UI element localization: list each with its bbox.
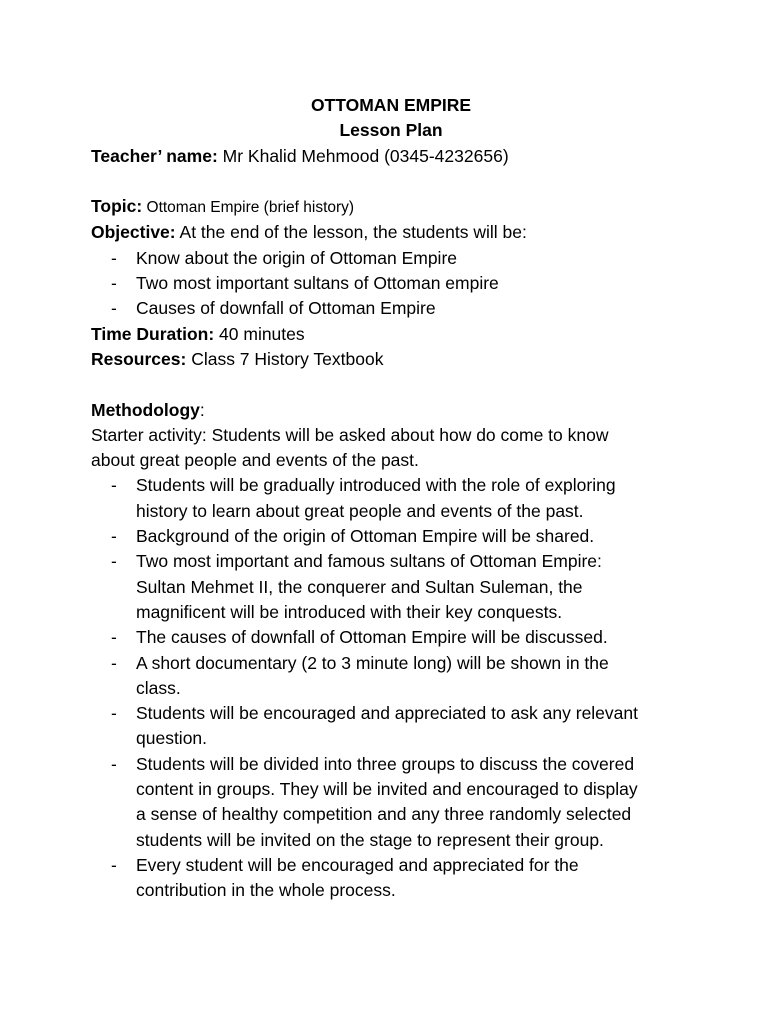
list-item-line: A short documentary (2 to 3 minute long) will be shown in the (136, 652, 609, 673)
objective-item: Know about the origin of Ottoman Empire (136, 247, 458, 268)
dash-bullet: - (111, 854, 117, 875)
starter-line-2: about great people and events of the past. (91, 450, 419, 471)
objective-item: Two most important sultans of Ottoman empire (136, 273, 499, 294)
dash-bullet: - (111, 298, 117, 319)
list-item (91, 752, 691, 853)
list-item (91, 296, 691, 321)
dash-bullet: - (111, 652, 117, 673)
dash-bullet: - (111, 551, 117, 572)
methodology-colon: : (199, 399, 205, 420)
list-item-line: contribution in the whole process. (136, 880, 396, 901)
list-item-line: class. (136, 677, 181, 698)
time-value: 40 minutes (214, 323, 305, 344)
topic-line (91, 194, 691, 220)
list-item (91, 701, 691, 752)
list-item-line: Sultan Mehmet II, the conquerer and Sultan Suleman, the (136, 576, 583, 597)
blank-line (91, 169, 691, 194)
dash-bullet: - (111, 703, 117, 724)
time-line (91, 322, 691, 347)
objective-value: At the end of the lesson, the students will be: (175, 222, 527, 243)
list-item-line: history to learn about great people and events of the past. (136, 500, 584, 521)
list-item (91, 524, 691, 549)
dash-bullet: - (111, 247, 117, 268)
objective-line (91, 220, 691, 245)
objectives-list (91, 246, 691, 322)
list-item (91, 246, 691, 271)
objective-label: Objective: (91, 222, 176, 243)
methodology-heading (91, 398, 691, 423)
list-item-line: Every student will be encouraged and appreciated for the (136, 854, 579, 875)
resources-value: Class 7 History Textbook (186, 348, 384, 369)
list-item-line: Background of the origin of Ottoman Empire will be shared. (136, 526, 595, 547)
list-item-line: content in groups. They will be invited and encouraged to display (136, 779, 638, 800)
methodology-label: Methodology (91, 399, 200, 420)
teacher-label: Teacher’ name: (91, 145, 218, 166)
list-item-line: The causes of downfall of Ottoman Empire will be discussed. (136, 627, 608, 648)
starter-line-1: Starter activity: Students will be asked about how do come to know (91, 424, 609, 445)
document-title: OTTOMAN EMPIRE (310, 95, 472, 115)
teacher-value: Mr Khalid Mehmood (0345-4232656) (217, 145, 509, 166)
document-page (91, 93, 691, 904)
blank-line (91, 372, 691, 397)
list-item-line: Students will be divided into three groups to discuss the covered (136, 753, 635, 774)
dash-bullet: - (111, 475, 117, 496)
list-item (91, 549, 691, 625)
topic-label: Topic: (91, 196, 143, 217)
list-item-line: students will be invited on the stage to represent their group. (136, 829, 604, 850)
resources-label: Resources: (91, 348, 187, 369)
topic-value: Ottoman Empire (brief history) (142, 199, 355, 217)
list-item-line: magnificent will be introduced with their key conquests. (136, 601, 563, 622)
resources-line (91, 347, 691, 372)
dash-bullet: - (111, 526, 117, 547)
time-label: Time Duration: (91, 323, 215, 344)
list-item-line: Students will be gradually introduced with the role of exploring (136, 475, 616, 496)
list-item (91, 625, 691, 650)
list-item-line: a sense of healthy competition and any three randomly selected (136, 804, 632, 825)
list-item (91, 271, 691, 296)
dash-bullet: - (111, 627, 117, 648)
list-item-line: Students will be encouraged and appreciated to ask any relevant (136, 703, 638, 724)
dash-bullet: - (111, 753, 117, 774)
list-item-line: question. (136, 728, 208, 749)
objective-item: Causes of downfall of Ottoman Empire (136, 298, 436, 319)
list-item (91, 473, 691, 524)
teacher-line (91, 144, 691, 169)
list-item-line: Two most important and famous sultans of Ottoman Empire: (136, 551, 602, 572)
dash-bullet: - (111, 273, 117, 294)
list-item (91, 651, 691, 702)
methodology-list (91, 473, 691, 903)
document-subtitle: Lesson Plan (339, 120, 443, 141)
list-item (91, 853, 691, 904)
